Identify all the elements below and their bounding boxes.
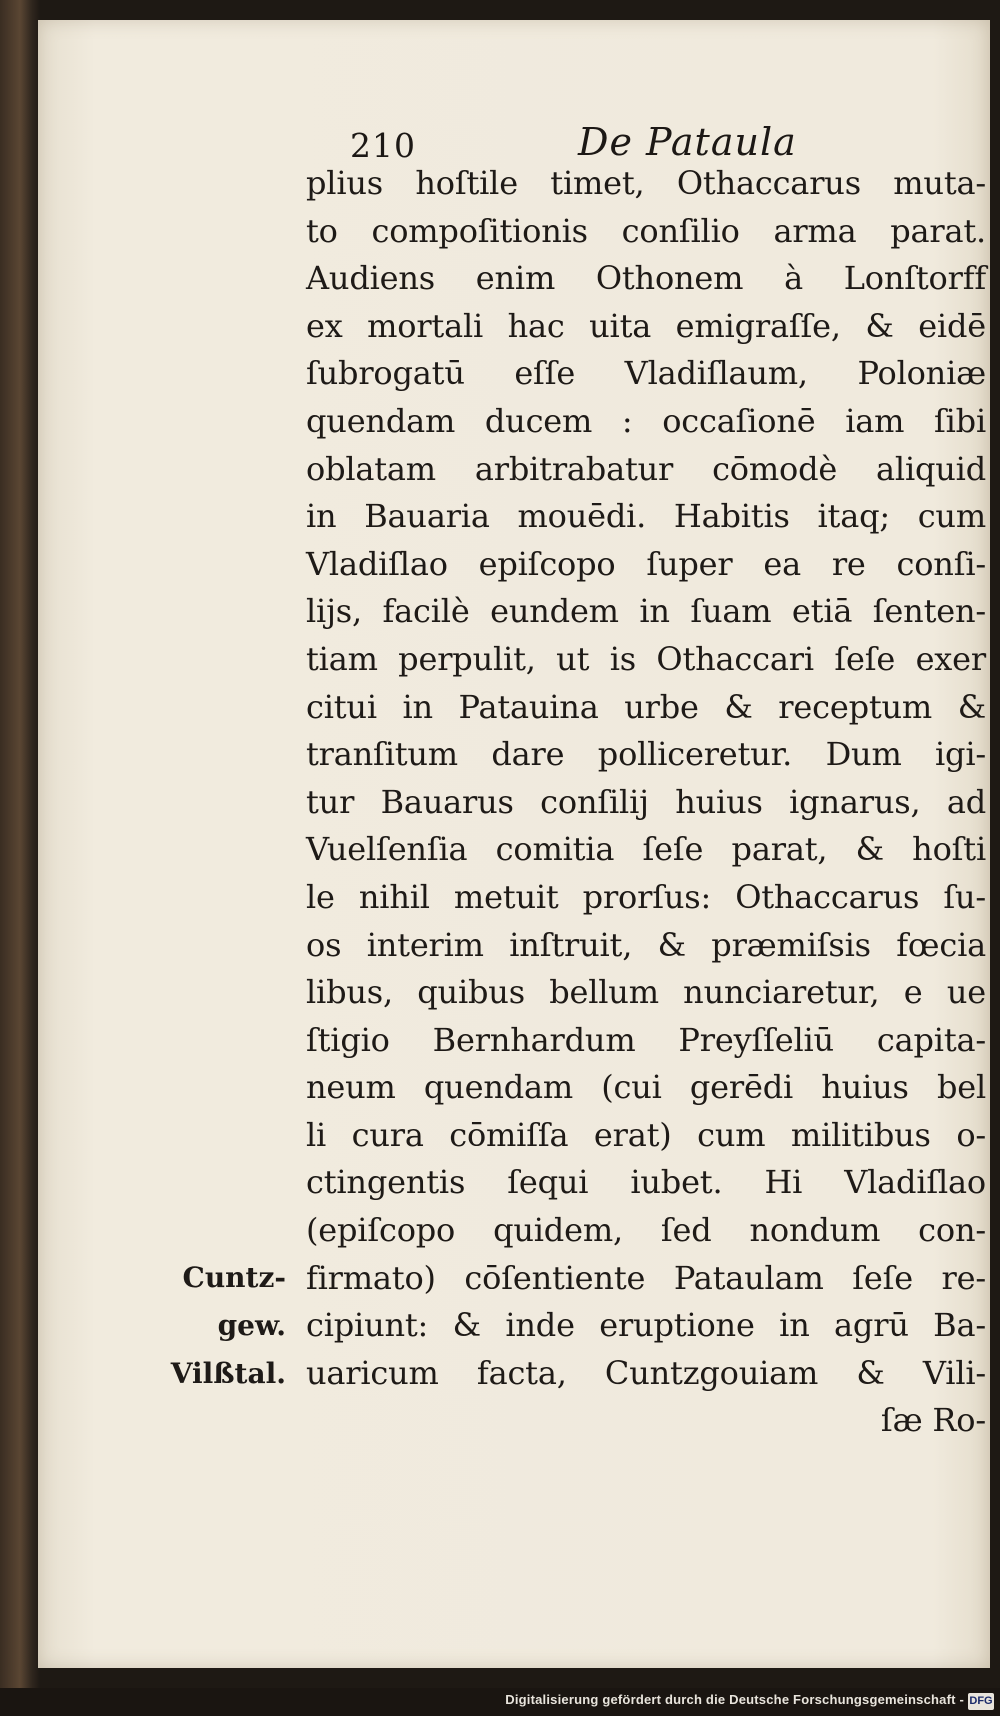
text-line: oblatam arbitrabatur cōmodè aliquid (306, 449, 986, 488)
text-line: ſtigio Bernhardum Preyſſeliū capita- (306, 1020, 986, 1059)
text-line: ex mortali hac uita emigraſſe, & eidē (306, 306, 986, 345)
text-line: ſubrogatū eſſe Vladiſlaum, Poloniæ (306, 354, 986, 393)
text-line: in Bauaria mouēdi. Habitis itaq; cum (306, 497, 986, 536)
text-line: Vuelſenſia comitia ſeſe parat, & hoſti (306, 830, 986, 869)
text-line: Audiens enim Othonem à Lonſtorff (306, 259, 986, 298)
page-number: 210 (350, 126, 416, 165)
text-line: libus, quibus bellum nunciaretur, e ue (306, 973, 986, 1012)
text-line: lijs, facilè eundem in ſuam etiā ſenten- (306, 592, 986, 631)
text-line: Vladiſlao epiſcopo ſuper ea re conſi- (306, 544, 986, 583)
text-line: tur Bauarus conſilij huius ignarus, ad (306, 782, 986, 821)
marginal-note: Vilßtal. (170, 1357, 286, 1390)
body-text (306, 160, 986, 1445)
text-line: neum quendam (cui gerēdi huius bel (306, 1068, 986, 1107)
text-line: li cura cōmiſſa erat) cum militibus o- (306, 1115, 986, 1154)
text-line: tiam perpulit, ut is Othaccari ſeſe exer (306, 639, 986, 678)
text-line: plius hoſtile timet, Othaccarus muta- (306, 164, 986, 202)
dfg-logo: DFG (968, 1693, 994, 1710)
text-line: quendam ducem : occaſionē iam ſibi (306, 401, 986, 440)
marginal-note: gew. (217, 1309, 286, 1342)
text-line: tranſitum dare polliceretur. Dum igi- (306, 735, 986, 774)
text-line: ſæ Ro- (880, 1401, 986, 1440)
text-line: cipiunt: & inde eruptione in agrū Ba- (306, 1306, 986, 1345)
text-line: to compoſitionis conſilio arma parat. (306, 211, 986, 250)
text-line: uaricum facta, Cuntzgouiam & Vili- (306, 1353, 986, 1392)
marginal-note: Cuntz- (182, 1261, 286, 1294)
footer-credit: Digitalisierung gefördert durch die Deutsche Forschungsgemeinschaft - (505, 1692, 964, 1707)
footer-strip (0, 1688, 1000, 1716)
text-line: firmato) cōſentiente Pataulam ſeſe re- (306, 1258, 986, 1297)
text-line: ctingentis ſequi iubet. Hi Vladiſlao (306, 1163, 986, 1202)
text-line: citui in Patauina urbe & receptum & (306, 687, 986, 726)
text-line: le nihil metuit prorſus: Othaccarus ſu- (306, 877, 986, 916)
text-line: (epiſcopo quidem, ſed nondum con- (306, 1211, 986, 1250)
running-title: De Pataula (578, 120, 797, 164)
text-line: os interim inſtruit, & præmiſsis fœcia (306, 925, 986, 964)
marginal-notes (140, 1254, 286, 1398)
